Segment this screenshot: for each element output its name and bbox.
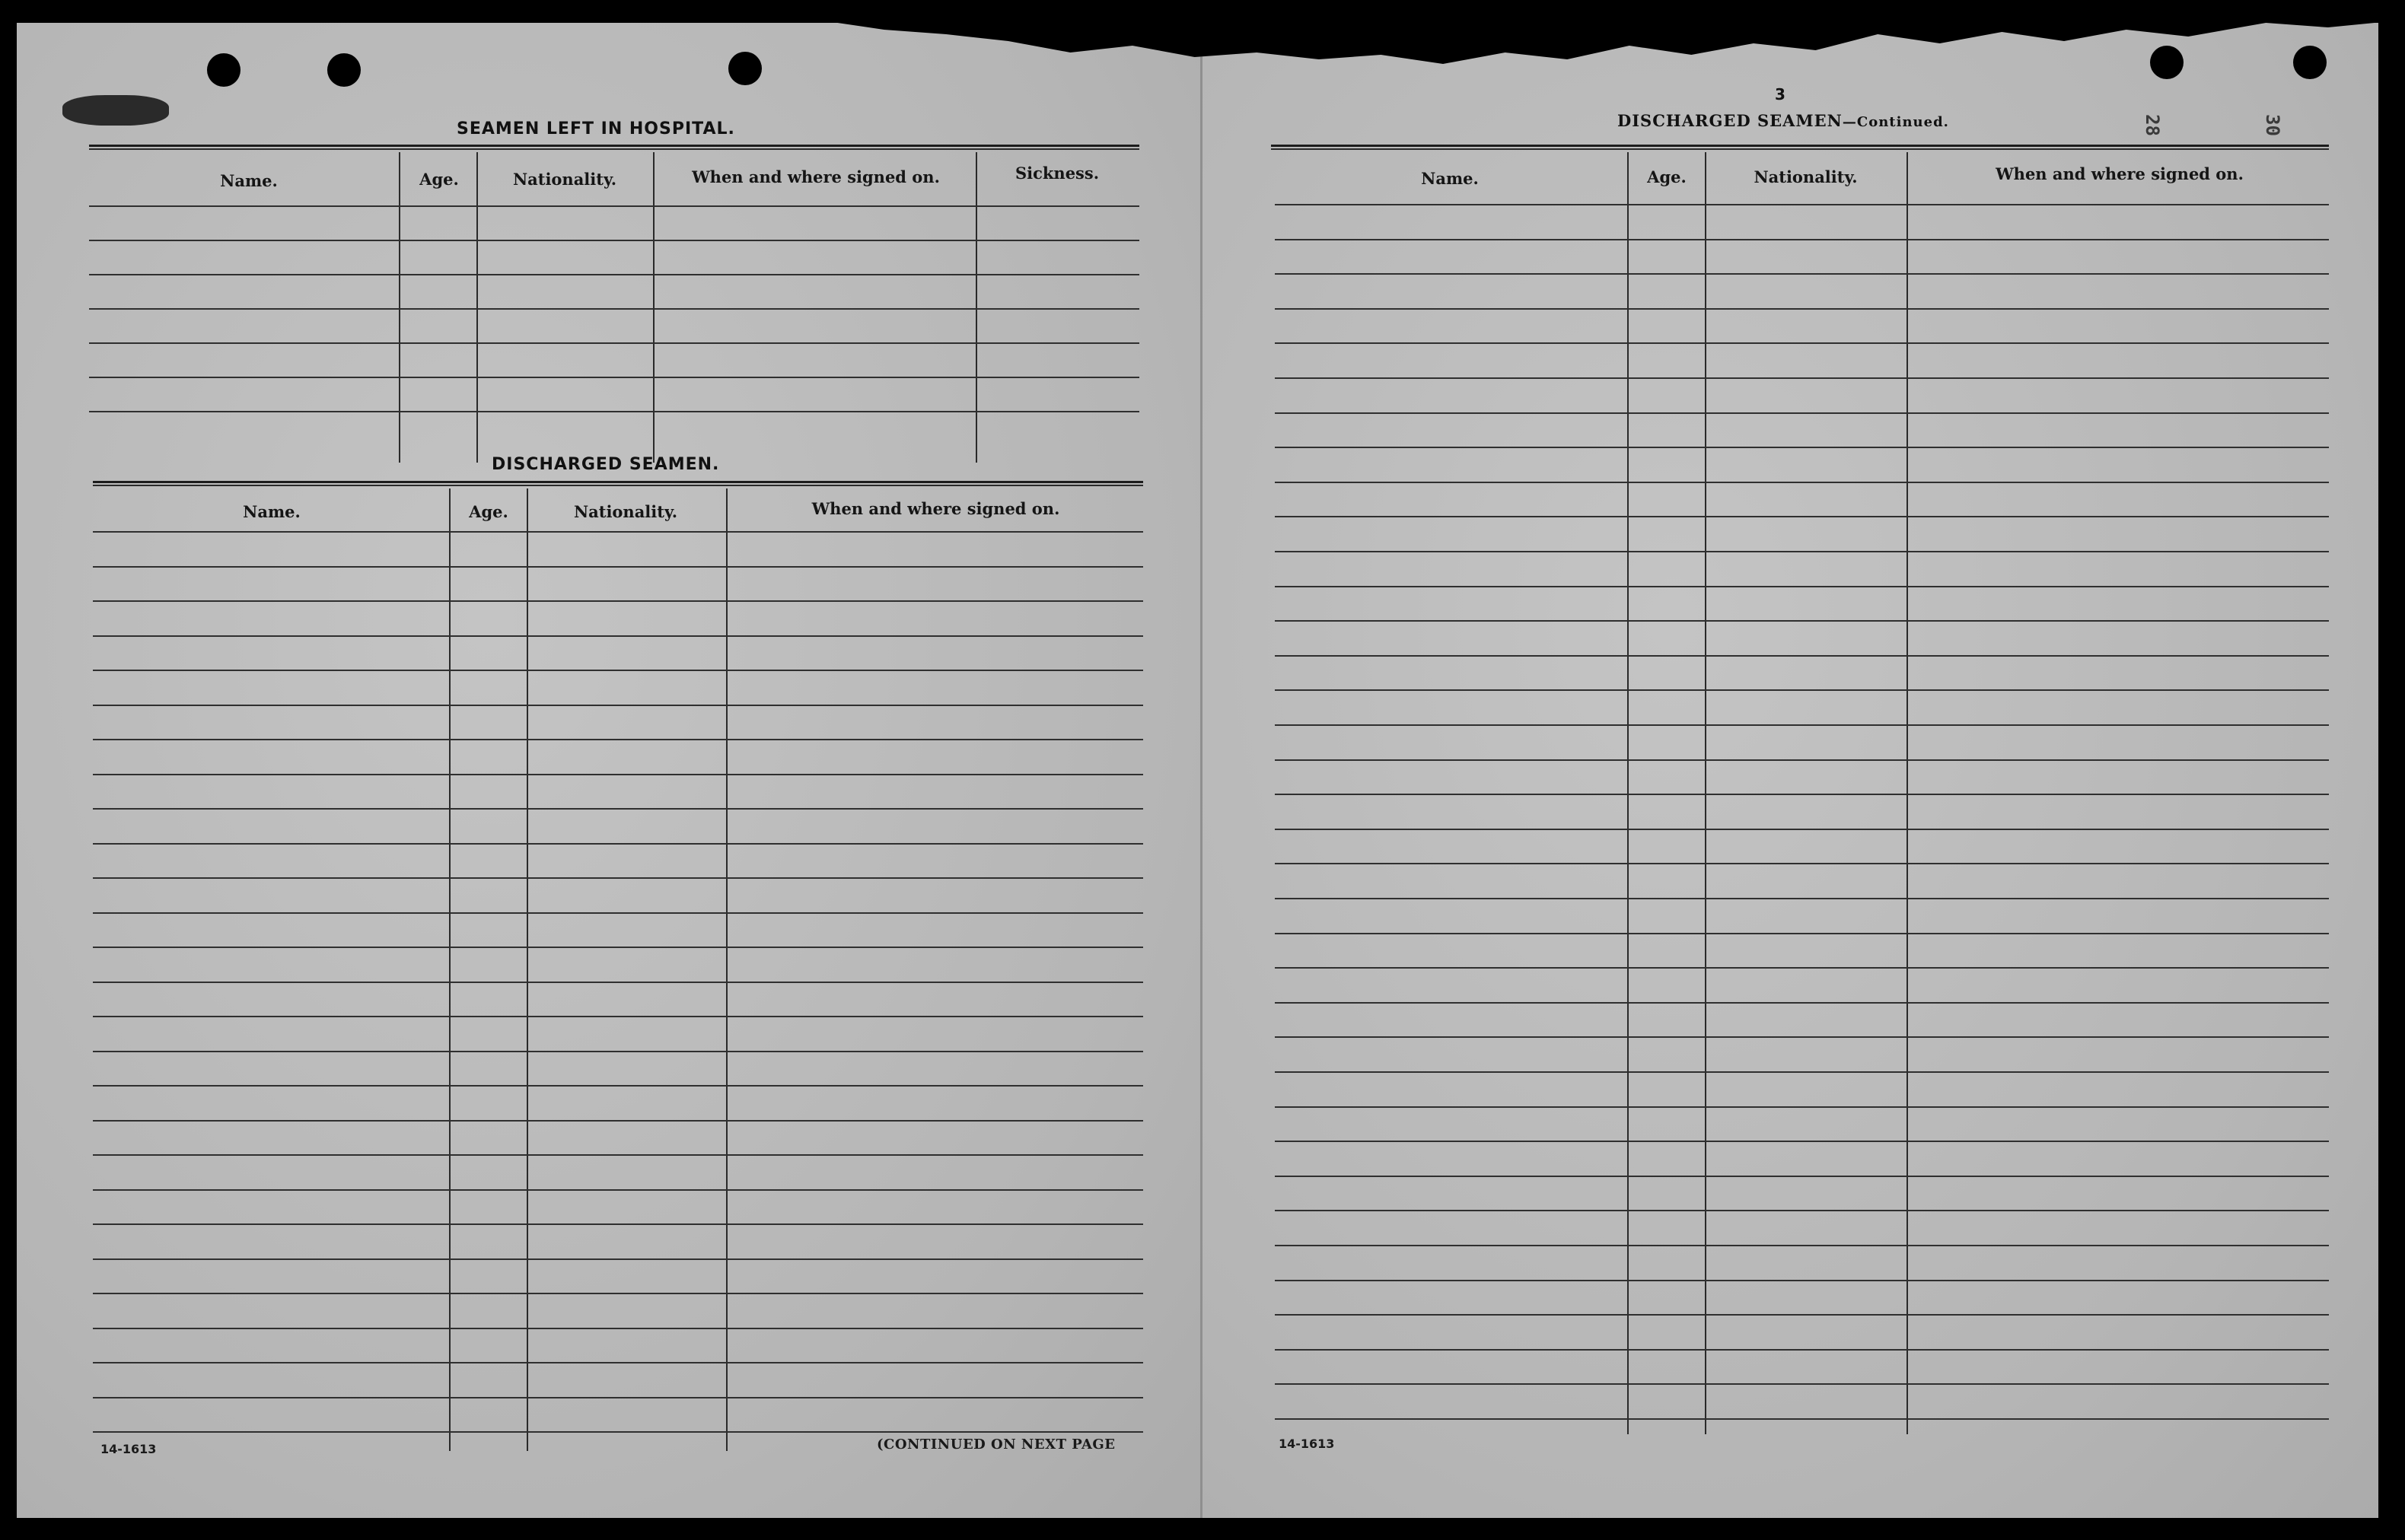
discharged-col-divider [449, 488, 451, 1451]
ruled-line [1275, 1071, 2329, 1073]
ruled-line [93, 1223, 1143, 1225]
page-number: 3 [1775, 85, 1786, 103]
hospital-col-name: Name. [220, 171, 278, 190]
ruled-line [93, 1328, 1143, 1329]
ruled-line [1275, 447, 2329, 448]
ruled-line [93, 1051, 1143, 1052]
ruled-line [1275, 273, 2329, 275]
ruled-line [1275, 551, 2329, 552]
punch-hole [728, 52, 762, 85]
discharged-section-title: DISCHARGED SEAMEN. [492, 455, 720, 474]
form-number: 14-1613 [100, 1442, 157, 1456]
right-page [1200, 23, 2378, 1518]
ink-stain [62, 95, 169, 126]
ruled-line [89, 274, 1139, 275]
hospital-col-signed-on: When and where signed on. [692, 167, 940, 186]
discharged-col-age: Age. [469, 502, 508, 521]
ruled-line [1275, 794, 2329, 795]
punch-hole [207, 53, 240, 87]
discharged-col-signed-on: When and where signed on. [811, 499, 1060, 518]
ruled-line [1275, 620, 2329, 622]
punch-hole [2293, 46, 2327, 79]
ruled-line [93, 635, 1143, 637]
ruled-line [89, 377, 1139, 378]
ruled-line [93, 1154, 1143, 1156]
hospital-top-rule [89, 145, 1139, 150]
hospital-col-sickness: Sickness. [1015, 164, 1100, 183]
ruled-line [93, 947, 1143, 948]
ruled-line [93, 1397, 1143, 1398]
discharged-col-divider [726, 488, 728, 1451]
ruled-line [93, 843, 1143, 845]
ruled-line [1275, 689, 2329, 691]
hospital-col-nationality: Nationality. [512, 170, 617, 189]
ruled-line [1275, 204, 2329, 205]
ruled-line [1275, 377, 2329, 379]
discharged-col-divider [527, 488, 528, 1451]
ruled-line [1275, 1245, 2329, 1246]
ruled-line [1275, 1106, 2329, 1108]
hospital-col-age: Age. [419, 170, 459, 189]
ruled-line [89, 411, 1139, 412]
ruled-line [1275, 1036, 2329, 1038]
ruled-line [1275, 342, 2329, 344]
continued-note: (CONTINUED ON NEXT PAGE [877, 1437, 1116, 1452]
ruled-line [93, 808, 1143, 810]
hospital-section-title: SEAMEN LEFT IN HOSPITAL. [457, 119, 735, 138]
ruled-line [1275, 933, 2329, 934]
ruled-line [1275, 1349, 2329, 1351]
left-page [17, 23, 1200, 1518]
ruled-line [89, 240, 1139, 241]
ruled-line [1275, 412, 2329, 414]
ruled-line [93, 1431, 1143, 1433]
ruled-line [1275, 967, 2329, 969]
hospital-col-divider [976, 152, 977, 463]
ruled-line [93, 1293, 1143, 1294]
ruled-line [89, 308, 1139, 310]
punch-hole [327, 53, 361, 87]
stub-number: 30 [2262, 114, 2283, 136]
right-col-signed-on: When and where signed on. [1996, 164, 2244, 183]
ruled-line [1275, 724, 2329, 726]
ruled-line [1275, 1210, 2329, 1211]
right-col-name: Name. [1421, 169, 1479, 188]
right-top-rule [1271, 145, 2329, 150]
ruled-line [1275, 239, 2329, 240]
ruled-line [93, 1016, 1143, 1017]
ruled-line [1275, 482, 2329, 483]
ruled-line [1275, 655, 2329, 657]
ruled-line [93, 670, 1143, 671]
ruled-line [1275, 863, 2329, 864]
ruled-line [1275, 759, 2329, 761]
hospital-col-divider [399, 152, 400, 463]
ruled-line [89, 205, 1139, 207]
ruled-line [1275, 1002, 2329, 1004]
ruled-line [93, 566, 1143, 568]
ruled-line [93, 1258, 1143, 1260]
ruled-line [1275, 586, 2329, 587]
stub-number: 28 [2142, 114, 2163, 136]
ruled-line [1275, 516, 2329, 517]
ruled-line [89, 342, 1139, 344]
ruled-line [93, 1120, 1143, 1122]
ruled-line [1275, 308, 2329, 310]
ruled-line [93, 739, 1143, 740]
ruled-line [1275, 1141, 2329, 1142]
hospital-col-divider [653, 152, 655, 463]
ruled-line [93, 774, 1143, 775]
ruled-line [1275, 1383, 2329, 1385]
discharged-col-nationality: Nationality. [573, 502, 678, 521]
continued-subtitle: —Continued. [1842, 114, 1949, 130]
right-col-nationality: Nationality. [1754, 167, 1858, 186]
ruled-line [93, 1362, 1143, 1363]
ruled-line [1275, 1418, 2329, 1420]
ruled-line [93, 982, 1143, 983]
punch-hole [2150, 46, 2184, 79]
hospital-col-divider [476, 152, 478, 463]
discharged-continued-title [1617, 111, 1949, 130]
ruled-line [93, 877, 1143, 879]
discharged-top-rule [93, 481, 1143, 486]
ruled-line [1275, 1176, 2329, 1177]
ruled-line [93, 1085, 1143, 1087]
ruled-line [93, 600, 1143, 602]
ruled-line [1275, 829, 2329, 830]
discharged-col-name: Name. [243, 502, 301, 521]
form-number-right: 14-1613 [1279, 1437, 1335, 1451]
ruled-line [93, 1189, 1143, 1191]
ruled-line [93, 912, 1143, 914]
ruled-line [93, 531, 1143, 533]
discharged-continued-title-text: DISCHARGED SEAMEN [1617, 111, 1843, 130]
ruled-line [1275, 898, 2329, 899]
ruled-line [1275, 1314, 2329, 1316]
right-col-age: Age. [1647, 167, 1687, 186]
ruled-line [1275, 1280, 2329, 1281]
ruled-line [93, 705, 1143, 706]
